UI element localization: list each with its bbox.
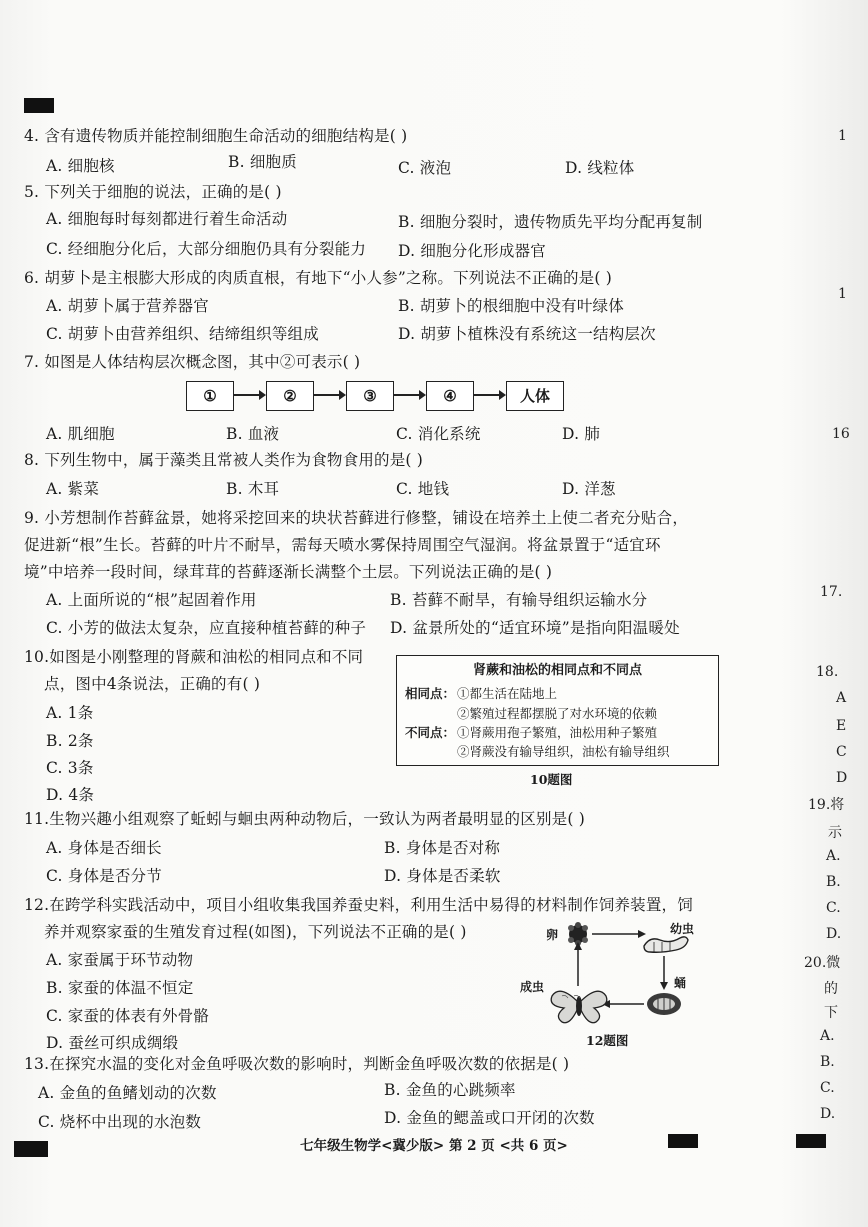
- edge-text: 19.将: [808, 797, 845, 813]
- q13-option-d: D. 金鱼的鳃盖或口开闭的次数: [384, 1109, 595, 1127]
- q4-option-b: B. 细胞质: [228, 153, 297, 171]
- q4-option-a: A. 细胞核: [46, 157, 115, 175]
- q9-stem-line3: 境”中培养一段时间，绿茸茸的苔藓逐渐长满整个土层。下列说法正确的是( ): [24, 563, 553, 581]
- body-hierarchy-chain: [186, 381, 566, 411]
- q9-option-c: C. 小芳的做法太复杂，应直接种植苔藓的种子: [46, 619, 367, 637]
- q12-stem-line1: 12.在跨学科实践活动中，项目小组收集我国养蚕史料，利用生活中易得的材料制作饲养装置，饲: [24, 896, 693, 914]
- hierarchy-arrow: [234, 394, 264, 396]
- silkworm-life-cycle-figure: [520, 916, 710, 1026]
- q10-figure-title: 肾蕨和油松的相同点和不同点: [472, 663, 642, 678]
- edge-text: 1: [838, 128, 847, 144]
- q10-option-a: A. 1条: [46, 704, 94, 722]
- q6-option-c: C. 胡萝卜由营养组织、结缔组织等组成: [46, 325, 319, 343]
- egg-label: 卵: [546, 928, 559, 942]
- q5-option-d: D. 细胞分化形成器官: [398, 242, 546, 260]
- q6-stem: 6. 胡萝卜是主根膨大形成的肉质直根，有地下“小人参”之称。下列说法不正确的是( ): [24, 269, 612, 287]
- edge-text: 17.: [820, 584, 843, 600]
- hierarchy-box-4: ④: [426, 381, 474, 411]
- edge-text: E: [836, 718, 847, 734]
- q10-option-d: D. 4条: [46, 786, 95, 804]
- edge-text: B.: [826, 874, 841, 890]
- edge-text: C.: [820, 1080, 835, 1096]
- q7-option-d: D. 肺: [562, 425, 601, 443]
- q11-option-b: B. 身体是否对称: [384, 839, 501, 857]
- edge-text: A.: [826, 848, 841, 864]
- hierarchy-arrow: [474, 394, 504, 396]
- q8-option-b: B. 木耳: [226, 480, 280, 498]
- q10-figure-caption: 10题图: [530, 772, 573, 787]
- hierarchy-box-2: ②: [266, 381, 314, 411]
- edge-text: A: [836, 690, 847, 706]
- edge-text: D.: [820, 1106, 836, 1122]
- hierarchy-box-1: ①: [186, 381, 234, 411]
- q5-option-b: B. 细胞分裂时，遗传物质先平均分配再复制: [398, 213, 703, 231]
- edge-text: B.: [820, 1054, 835, 1070]
- edge-text: 下: [824, 1005, 838, 1021]
- q10-option-c: C. 3条: [46, 759, 94, 777]
- q5-stem: 5. 下列关于细胞的说法，正确的是( ): [24, 183, 282, 201]
- q8-option-c: C. 地钱: [396, 480, 450, 498]
- q8-option-d: D. 洋葱: [562, 480, 616, 498]
- q12-figure-caption: 12题图: [586, 1033, 629, 1048]
- edge-text: D: [836, 770, 848, 786]
- hierarchy-arrow: [314, 394, 344, 396]
- larva-icon: [644, 937, 688, 952]
- q13-option-b: B. 金鱼的心跳频率: [384, 1081, 516, 1099]
- edge-text: D.: [826, 926, 842, 942]
- q10-same-label: 相同点：: [405, 686, 456, 701]
- q13-option-a: A. 金鱼的鱼鳍划动的次数: [38, 1084, 217, 1102]
- hierarchy-box-body: 人体: [506, 381, 564, 411]
- q10-diff-point-1: ①肾蕨用孢子繁殖，油松用种子繁殖: [457, 725, 658, 740]
- q9-stem-line2: 促进新“根”生长。苔藓的叶片不耐旱，需每天喷水雾保持周围空气湿润。将盆景置于“适宜环: [24, 536, 661, 554]
- adult-label: 成虫: [520, 980, 545, 994]
- q10-stem-line1: 10.如图是小刚整理的肾蕨和油松的相同点和不同: [24, 648, 364, 666]
- moth-icon: [551, 991, 607, 1023]
- q10-same-point-2: ②繁殖过程都摆脱了对水环境的依赖: [457, 706, 658, 721]
- pupa-label: 蛹: [674, 976, 687, 990]
- hierarchy-arrow: [394, 394, 424, 396]
- edge-text: A.: [820, 1028, 835, 1044]
- q5-option-a: A. 细胞每时每刻都进行着生命活动: [46, 210, 288, 228]
- edge-text: C: [836, 744, 847, 760]
- q10-figure-box: [396, 655, 719, 766]
- edge-text: 20.微: [804, 955, 841, 971]
- q6-option-a: A. 胡萝卜属于营养器官: [46, 297, 209, 315]
- q4-option-d: D. 线粒体: [565, 159, 635, 177]
- q6-option-b: B. 胡萝卜的根细胞中没有叶绿体: [398, 297, 624, 315]
- q4-stem: 4. 含有遗传物质并能控制细胞生命活动的细胞结构是( ): [24, 127, 408, 145]
- q7-stem: 7. 如图是人体结构层次概念图，其中②可表示( ): [24, 353, 361, 371]
- q8-option-a: A. 紫菜: [46, 480, 100, 498]
- registration-mark-top-left: [24, 98, 54, 113]
- q9-option-a: A. 上面所说的“根”起固着作用: [46, 591, 257, 609]
- q9-stem-line1: 9. 小芳想制作苔藓盆景，她将采挖回来的块状苔藓进行修整，铺设在培养土上使二者充分贴合，: [24, 509, 689, 527]
- edge-text: 18.: [816, 664, 839, 680]
- q12-stem-line2: 养并观察家蚕的生殖发育过程(如图)，下列说法不正确的是( ): [44, 923, 467, 941]
- q10-stem-line2: 点，图中4条说法，正确的有( ): [44, 675, 261, 693]
- pupa-icon: [647, 993, 681, 1015]
- q11-option-c: C. 身体是否分节: [46, 867, 162, 885]
- q6-option-d: D. 胡萝卜植株没有系统这一结构层次: [398, 325, 656, 343]
- q8-stem: 8. 下列生物中，属于藻类且常被人类作为食物食用的是( ): [24, 451, 424, 469]
- edge-text: 的: [824, 981, 838, 997]
- q12-option-d: D. 蚕丝可织成绸缎: [46, 1034, 179, 1052]
- edge-text: 1: [838, 286, 847, 302]
- q13-option-c: C. 烧杯中出现的水泡数: [38, 1113, 202, 1131]
- q10-same-point-1: ①都生活在陆地上: [457, 686, 558, 701]
- q10-option-b: B. 2条: [46, 732, 94, 750]
- q11-option-d: D. 身体是否柔软: [384, 867, 501, 885]
- q12-option-c: C. 家蚕的体表有外骨骼: [46, 1007, 210, 1025]
- q7-option-a: A. 肌细胞: [46, 425, 115, 443]
- hierarchy-box-3: ③: [346, 381, 394, 411]
- q9-option-b: B. 苔藓不耐旱，有输导组织运输水分: [390, 591, 648, 609]
- edge-text: C.: [826, 900, 841, 916]
- q4-option-c: C. 液泡: [398, 159, 452, 177]
- edge-text: 示: [828, 825, 842, 841]
- q12-option-a: A. 家蚕属于环节动物: [46, 951, 194, 969]
- q13-stem: 13.在探究水温的变化对金鱼呼吸次数的影响时，判断金鱼呼吸次数的依据是( ): [24, 1055, 570, 1073]
- q10-diff-point-2: ②肾蕨没有输导组织，油松有输导组织: [457, 744, 670, 759]
- page-footer: 七年级生物学<冀少版> 第 2 页 <共 6 页>: [300, 1138, 568, 1154]
- larva-label: 幼虫: [670, 922, 695, 936]
- q12-option-b: B. 家蚕的体温不恒定: [46, 979, 194, 997]
- q7-option-b: B. 血液: [226, 425, 280, 443]
- q11-stem: 11.生物兴趣小组观察了蚯蚓与蛔虫两种动物后，一致认为两者最明显的区别是( ): [24, 810, 585, 828]
- edge-text: 16: [832, 426, 850, 442]
- q7-option-c: C. 消化系统: [396, 425, 481, 443]
- q11-option-a: A. 身体是否细长: [46, 839, 162, 857]
- q9-option-d: D. 盆景所处的“适宜环境”是指向阳温暖处: [390, 619, 680, 637]
- q10-diff-label: 不同点：: [405, 725, 456, 740]
- q5-option-c: C. 经细胞分化后，大部分细胞仍具有分裂能力: [46, 240, 367, 258]
